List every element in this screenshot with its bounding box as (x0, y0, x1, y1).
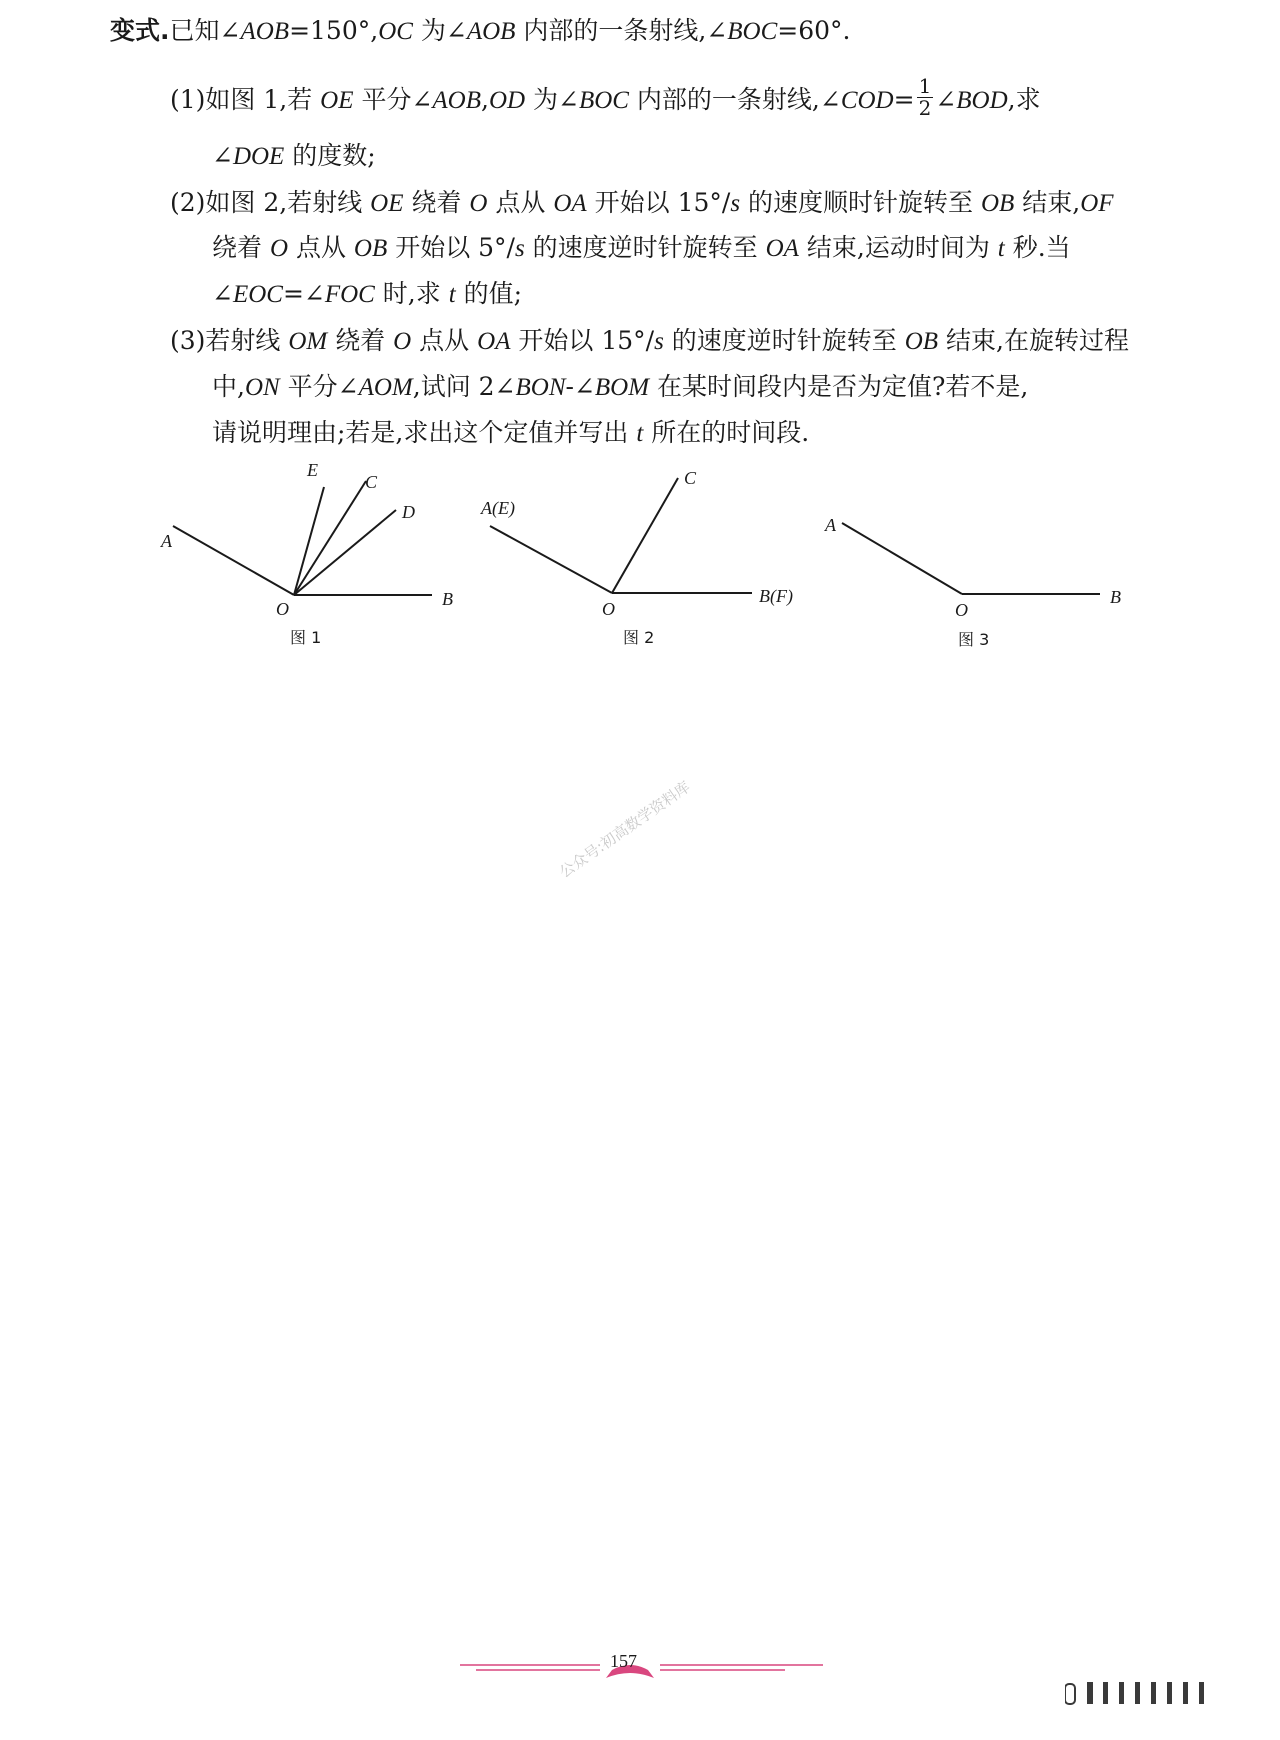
binding-marks (1065, 1680, 1235, 1710)
math: O (393, 328, 412, 355)
binding-mark (1103, 1682, 1108, 1704)
math: FOC (324, 281, 375, 308)
math: BON (515, 374, 566, 401)
figure-1 (173, 481, 432, 595)
text: ,试问 2∠ (412, 372, 516, 401)
binding-mark (1135, 1682, 1140, 1704)
text: 请说明理由;若是,求出这个定值并写出 (212, 418, 637, 447)
math: OB (904, 328, 939, 355)
label-o: O (276, 599, 289, 619)
math: BOC (578, 87, 629, 114)
text: ∠ (212, 141, 233, 170)
label-a: A (825, 515, 836, 535)
math: OB (980, 190, 1015, 217)
text: 的值; (455, 279, 523, 308)
binding-mark (1087, 1682, 1093, 1704)
math: s (514, 235, 525, 262)
fraction-denominator: 2 (918, 96, 932, 120)
math: OC (378, 18, 413, 45)
ray-oc (612, 478, 678, 593)
binding-mark (1119, 1682, 1124, 1704)
text: ∠ (212, 279, 233, 308)
ray-oa (490, 526, 612, 593)
math: O (269, 235, 289, 262)
text: 为∠ (525, 85, 579, 114)
text: 绕着 (212, 233, 270, 262)
math: BOC (727, 18, 778, 45)
fraction-numerator: 1 (918, 74, 932, 98)
math: BOD (956, 87, 1008, 114)
text: 开始以 15°/ (586, 188, 731, 217)
figures (0, 0, 1280, 680)
binding-mark (1167, 1682, 1172, 1704)
text: (1)如图 1,若 (170, 85, 321, 114)
ray-oc (294, 481, 366, 595)
text: 点从 (487, 188, 554, 217)
text: 点从 (288, 233, 354, 262)
label-b-f: B(F) (759, 586, 793, 606)
math: t (997, 235, 1005, 262)
math: OA (553, 190, 587, 217)
text: (3)若射线 (170, 326, 289, 355)
math: BOM (594, 374, 650, 401)
text: 结束,运动时间为 (798, 233, 998, 262)
label-e: E (307, 460, 318, 480)
math: t (636, 420, 644, 447)
math: AOM (358, 374, 413, 401)
math: COD (840, 87, 894, 114)
math: AOB (466, 18, 516, 45)
text: 绕着 (327, 326, 394, 355)
text: 中, (212, 372, 245, 401)
text: 的速度逆时针旋转至 (524, 233, 766, 262)
text: =60°. (777, 16, 851, 45)
text: ,求 (1007, 85, 1041, 114)
text: -∠ (565, 372, 595, 401)
math: ON (244, 374, 280, 401)
text: 平分∠ (279, 372, 359, 401)
math: OA (765, 235, 799, 262)
label-b: B (1110, 587, 1121, 607)
ray-oa (173, 526, 294, 595)
math: OF (1080, 190, 1114, 217)
watermark: 公众号:初高数学资料库 (556, 777, 694, 882)
label-o: O (955, 600, 968, 620)
text: 开始以 5°/ (387, 233, 515, 262)
text: 绕着 (403, 188, 470, 217)
math: OM (288, 328, 328, 355)
math: t (448, 281, 456, 308)
text: 所在的时间段. (643, 418, 810, 447)
math: O (469, 190, 488, 217)
label-c: C (684, 468, 697, 488)
label-d: D (402, 502, 415, 522)
text: , (481, 85, 489, 114)
text: 已知∠ (169, 16, 241, 45)
ray-oa (842, 523, 962, 594)
page-number: 157 (610, 1651, 637, 1671)
text: 的度数; (284, 141, 376, 170)
variant-label: 变式. (110, 16, 170, 45)
text: = (893, 85, 915, 114)
text: 开始以 15°/ (510, 326, 655, 355)
math: OD (488, 87, 526, 114)
label-a-e: A(E) (481, 498, 515, 518)
figure-2-caption: 图 2 (623, 628, 655, 647)
text: ∠ (935, 85, 957, 114)
math: OB (353, 235, 388, 262)
text: =150°, (289, 16, 379, 45)
label-a: A (161, 531, 172, 551)
text: 在某时间段内是否为定值?若不是, (649, 372, 1029, 401)
text: 内部的一条射线,∠ (515, 16, 728, 45)
math: OA (477, 328, 511, 355)
binding-mark (1199, 1682, 1204, 1704)
math: EOC (232, 281, 283, 308)
math: OE (320, 87, 354, 114)
math: s (654, 328, 664, 355)
figure-3-caption: 图 3 (958, 630, 990, 649)
text: 的速度逆时针旋转至 (663, 326, 905, 355)
label-b: B (442, 589, 453, 609)
text: 平分∠ (353, 85, 433, 114)
binding-mark (1183, 1682, 1188, 1704)
text: 结束,在旋转过程 (938, 326, 1129, 355)
figure-1-caption: 图 1 (290, 628, 322, 647)
ray-oe (294, 487, 324, 595)
figure-2 (490, 478, 752, 593)
label-c: C (365, 472, 378, 492)
text: 秒.当 (1004, 233, 1071, 262)
binding-mark (1065, 1684, 1075, 1704)
figure-3 (842, 523, 1100, 594)
text: 为∠ (412, 16, 467, 45)
text: (2)如图 2,若射线 (170, 188, 371, 217)
text: 时,求 (374, 279, 449, 308)
math: s (730, 190, 741, 217)
text: 点从 (411, 326, 478, 355)
label-o: O (602, 599, 615, 619)
text: 结束, (1014, 188, 1081, 217)
math: AOB (432, 87, 482, 114)
ray-od (294, 510, 396, 595)
binding-mark (1151, 1682, 1156, 1704)
math: DOE (232, 143, 285, 170)
math: AOB (240, 18, 290, 45)
text: =∠ (282, 279, 325, 308)
text: 的速度顺时针旋转至 (740, 188, 981, 217)
math: OE (370, 190, 404, 217)
text: 内部的一条射线,∠ (628, 85, 841, 114)
